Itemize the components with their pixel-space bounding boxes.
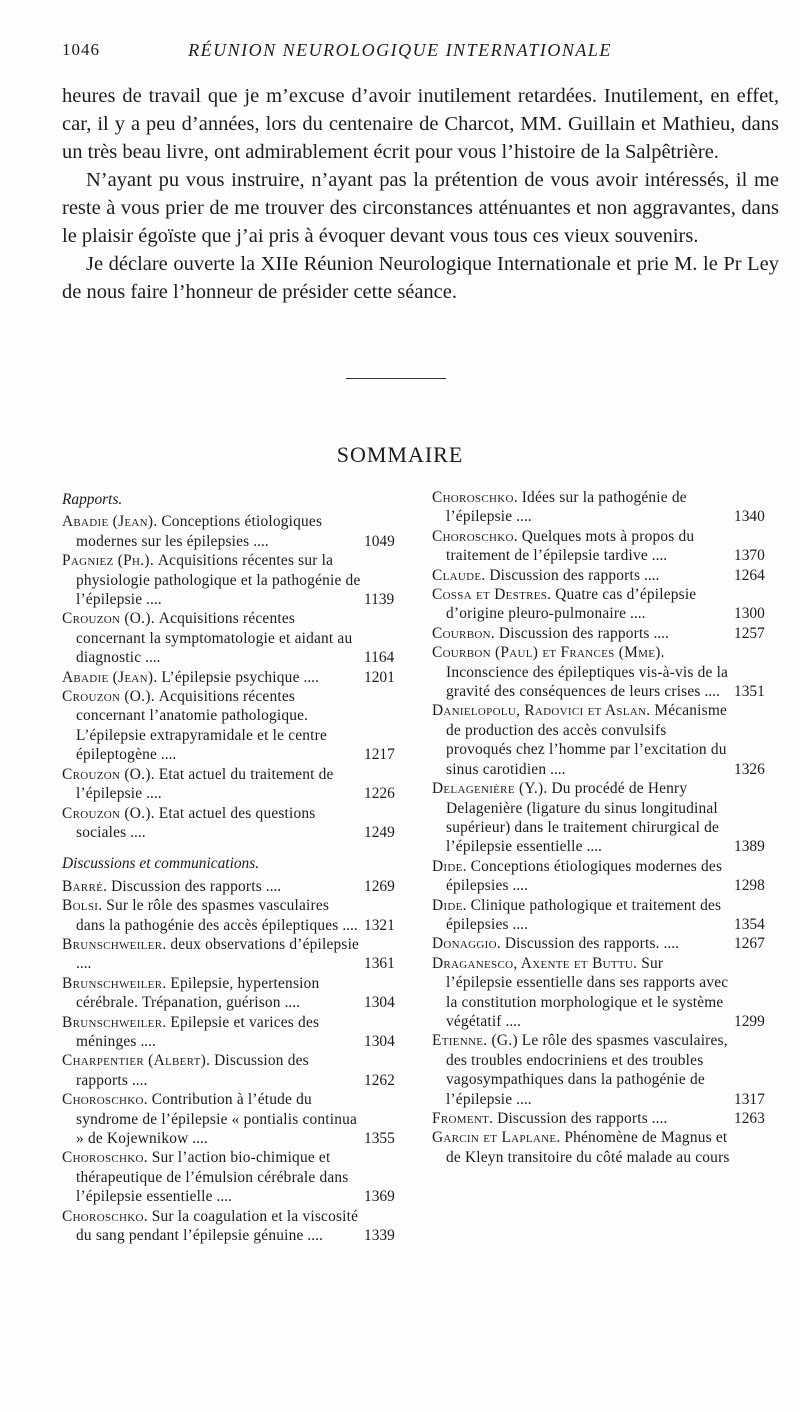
- sommaire-entry: Draganesco, Axente et Buttu. Sur l’épilepsie essentielle dans ses rapports avec la constitution morphologique et le système végétatif .... 1299: [432, 954, 732, 1032]
- entry-page-number: 1351: [734, 683, 765, 701]
- sommaire-entry: Danielopolu, Radovici et Aslan. Mécanisme de production des accès convulsifs provoqués chez l’homme par l’excitation du sinus carotidien .... 1326: [432, 701, 732, 779]
- entry-page-number: 1249: [364, 823, 395, 841]
- entry-page-number: 1317: [734, 1090, 765, 1108]
- entry-title: Quelques mots à propos du traitement de l’épilepsie tardive: [446, 527, 695, 565]
- entry-author: Draganesco, Axente et Buttu.: [432, 954, 638, 972]
- entry-title: Contribution à l’étude du syndrome de l’épilepsie « pontialis continua » de Kojewnikow: [76, 1091, 358, 1147]
- entry-author: Claude.: [432, 566, 486, 584]
- entry-title: Conceptions étiologiques modernes des épilepsies: [446, 857, 723, 895]
- sommaire-right-column: [432, 488, 765, 1167]
- sommaire-entry: Barré. Discussion des rapports .... 1269: [62, 877, 362, 896]
- sommaire-entry: Crouzon (O.). Acquisitions récentes concernant l’anatomie pathologique. L’épilepsie extrapyramidale et le centre épileptogène .... 1217: [62, 687, 362, 765]
- sommaire-entry: Choroschko. Sur l’action bio-chimique et thérapeutique de l’émulsion cérébrale dans l’épilepsie essentielle .... 1369: [62, 1148, 362, 1206]
- entry-page-number: 1369: [364, 1188, 395, 1206]
- entry-page-number: 1326: [734, 760, 765, 778]
- sommaire-title: SOMMAIRE: [336, 442, 464, 467]
- entry-page-number: 1139: [364, 591, 395, 609]
- entry-author: Pagniez (Ph.).: [62, 552, 154, 570]
- entry-page-number: 1217: [364, 746, 395, 764]
- sommaire-entry: Delagenière (Y.). Du procédé de Henry Delagenière (ligature du sinus longitudinal supérieur) dans le traitement chirurgical de l’épilepsie essentielle .... 1389: [432, 779, 732, 857]
- entry-page-number: 1226: [364, 785, 395, 803]
- entry-title: Acquisitions récentes concernant l’anatomie pathologique. L’épilepsie extrapyramidale et le centre épileptogène: [76, 688, 327, 764]
- entry-title: Discussion des rapports: [111, 877, 262, 895]
- sommaire-entry: Crouzon (O.). Etat actuel du traitement de l’épilepsie .... 1226: [62, 765, 362, 804]
- sommaire-entry: Abadie (Jean). Conceptions étiologiques modernes sur les épilepsies .... 1049: [62, 512, 362, 551]
- entry-title: Quatre cas d’épilepsie d’origine pleuro-pulmonaire: [446, 586, 697, 623]
- entry-page-number: 1339: [364, 1227, 395, 1245]
- paragraph: heures de travail que je m’excuse d’avoir inutilement retardées. Inutilement, en effet, car, il y a peu d’années, lors du centenaire de Charcot, MM. Guillain et Mathieu, dans un très beau livre, ont admirablement écrit pour vous l’histoire de la Salpêtrière.: [62, 85, 779, 163]
- entry-title: Le rôle des spasmes vasculaires, des troubles endocriniens et des troubles vagosympathiques dans la pathogénie de l’épilepsie: [446, 1032, 728, 1108]
- sommaire-entry: Choroschko. Sur la coagulation et la viscosité du sang pendant l’épilepsie génuine .... 1339: [62, 1207, 362, 1246]
- entry-page-number: 1304: [364, 994, 395, 1012]
- entry-page-number: 1264: [734, 566, 765, 584]
- entry-author: Cossa et Destres.: [432, 586, 552, 604]
- entry-author: Abadie (Jean).: [62, 513, 158, 531]
- paragraph: Je déclare ouverte la XIIe Réunion Neurologique Internationale et prie M. le Pr Ley de nous faire l’honneur de présider cette séance.: [62, 253, 779, 303]
- entry-title: Discussion des rapports.: [504, 935, 660, 953]
- entry-page-number: 1257: [734, 624, 765, 642]
- page-number: 1046: [62, 40, 100, 59]
- entry-author: Brunschweiler.: [62, 1013, 167, 1031]
- entry-title: Acquisitions récentes sur la physiologie pathologique et la pathogénie de l’épilepsie: [76, 552, 361, 609]
- sommaire-entry: Etienne. (G.) Le rôle des spasmes vasculaires, des troubles endocriniens et des troubles vagosympathiques dans la pathogénie de l’épilepsie .... 1317: [432, 1031, 732, 1109]
- sommaire-entry: Brunschweiler. Epilepsie et varices des méninges .... 1304: [62, 1013, 362, 1052]
- sommaire-entry: Dide. Conceptions étiologiques modernes des épilepsies .... 1298: [432, 857, 732, 896]
- paragraph: N’ayant pu vous instruire, n’ayant pas la prétention de vous avoir intéressés, il me reste à vous prier de me trouver des circonstances atténuantes et non aggravantes, dans le plaisir égoïste que j’ai pris à évoquer devant vous tous ces vieux souvenirs.: [62, 169, 779, 247]
- sommaire-entry: Bolsi. Sur le rôle des spasmes vasculaires dans la pathogénie des accès épileptiques .... 1321: [62, 896, 362, 935]
- sommaire-entry: Donaggio. Discussion des rapports. .... 1267: [432, 934, 732, 953]
- discussions-list-continued: [432, 488, 765, 1167]
- entry-title: Conceptions étiologiques modernes sur les épilepsies: [76, 513, 323, 550]
- sommaire-entry: Cossa et Destres. Quatre cas d’épilepsie d’origine pleuro-pulmonaire .... 1300: [432, 585, 732, 624]
- entry-author: Courbon.: [432, 624, 495, 642]
- entry-title: Sur l’action bio-chimique et thérapeutique de l’émulsion cérébrale dans l’épilepsie essentielle: [76, 1149, 349, 1206]
- entry-title: Sur la coagulation et la viscosité du sang pendant l’épilepsie génuine: [76, 1207, 359, 1245]
- discussions-heading: Discussions et communications.: [62, 855, 260, 873]
- rapports-heading: Rapports.: [62, 491, 123, 508]
- journal-title: RÉUNION NEUROLOGIQUE INTERNATIONALE: [188, 40, 612, 60]
- entry-title: Discussion des rapports: [489, 566, 641, 584]
- entry-author: Danielopolu, Radovici et Aslan.: [432, 702, 651, 720]
- entry-author: Choroschko.: [432, 527, 518, 545]
- entry-author: Crouzon (O.).: [62, 610, 155, 628]
- entry-author: Charpentier (Albert).: [62, 1052, 211, 1070]
- entry-author: Brunschweiler.: [62, 974, 167, 992]
- body-text: [62, 82, 779, 306]
- entry-page-number: 1300: [734, 605, 765, 623]
- entry-title: Discussion des rapports: [498, 624, 650, 642]
- entry-author: Crouzon (O.).: [62, 765, 155, 783]
- entry-page-number: 1340: [734, 508, 765, 526]
- sommaire-entry: Courbon. Discussion des rapports .... 1257: [432, 624, 732, 643]
- entry-page-number: 1049: [364, 532, 395, 550]
- entry-page-number: 1321: [364, 916, 395, 934]
- entry-author: Garcin et Laplane.: [432, 1129, 561, 1147]
- sommaire-entry: Froment. Discussion des rapports .... 1263: [432, 1109, 732, 1128]
- entry-title: Clinique pathologique et traitement des épilepsies: [446, 896, 722, 933]
- entry-author: Crouzon (O.).: [62, 804, 155, 822]
- sommaire-entry: Choroschko. Contribution à l’étude du syndrome de l’épilepsie « pontialis continua » de Kojewnikow .... 1355: [62, 1090, 362, 1148]
- entry-author: Choroschko.: [432, 489, 518, 506]
- sommaire-entry: Brunschweiler. Epilepsie, hypertension cérébrale. Trépanation, guérison .... 1304: [62, 974, 362, 1013]
- entry-author: Dide.: [432, 896, 467, 914]
- sommaire-entry: Crouzon (O.). Etat actuel des questions sociales .... 1249: [62, 804, 362, 843]
- entry-title: Phénomène de Magnus et de Kleyn transitoire du côté malade au cours: [446, 1129, 730, 1166]
- sommaire-entry: Dide. Clinique pathologique et traitement des épilepsies .... 1354: [432, 896, 732, 935]
- entry-title: Sur le rôle des spasmes vasculaires dans la pathogénie des accès épileptiques: [76, 897, 339, 934]
- entry-page-number: 1267: [734, 935, 765, 953]
- entry-title: Du procédé de Henry Delagenière (ligature du sinus longitudinal supérieur) dans le traitement chirurgical de l’épilepsie essentielle: [446, 780, 720, 856]
- entry-page-number: 1201: [364, 668, 395, 686]
- entry-author: Dide.: [432, 857, 467, 875]
- entry-title: L’épilepsie psychique: [161, 668, 300, 686]
- entry-page-number: 1355: [364, 1130, 395, 1147]
- entry-title: Idées sur la pathogénie de l’épilepsie: [446, 489, 687, 526]
- entry-author: Bolsi.: [62, 897, 103, 915]
- entry-title: Epilepsie, hypertension cérébrale. Trépanation, guérison: [76, 974, 320, 1012]
- entry-page-number: 1299: [734, 1012, 765, 1030]
- sommaire-entry: Charpentier (Albert). Discussion des rapports .... 1262: [62, 1051, 362, 1090]
- entry-title: deux observations d’épilepsie: [170, 935, 360, 953]
- entry-page-number: 1389: [734, 838, 765, 856]
- entry-page-number: 1370: [734, 547, 765, 565]
- entry-author: Choroschko.: [62, 1149, 148, 1167]
- entry-title: Sur l’épilepsie essentielle dans ses rapports avec la constitution morphologique et le système végétatif: [446, 954, 729, 1030]
- entry-author: Etienne. (G.): [432, 1032, 518, 1050]
- entry-author: Donaggio.: [432, 935, 501, 953]
- sommaire-entry: Choroschko. Idées sur la pathogénie de l’épilepsie .... 1340: [432, 488, 732, 527]
- rapports-list: [62, 512, 395, 842]
- sommaire-entry: Courbon (Paul) et Frances (Mme). Inconscience des épileptiques vis-à-vis de la gravité des conséquences de leurs crises .... 1351: [432, 643, 732, 701]
- section-divider: [346, 378, 446, 379]
- sommaire-entry: Crouzon (O.). Acquisitions récentes concernant la symptomatologie et aidant au diagnostic .... 1164: [62, 609, 362, 667]
- entry-page-number: 1361: [364, 955, 395, 973]
- entry-author: Barré.: [62, 877, 108, 895]
- running-head: [62, 40, 738, 66]
- entry-title: Discussion des rapports: [76, 1052, 309, 1089]
- entry-title: Etat actuel du traitement de l’épilepsie: [76, 765, 334, 803]
- sommaire-entry: [432, 1128, 732, 1167]
- entry-title: Etat actuel des questions sociales: [76, 804, 316, 841]
- entry-author: Crouzon (O.).: [62, 688, 155, 706]
- entry-page-number: 1262: [364, 1071, 395, 1089]
- entry-author: Abadie (Jean).: [62, 668, 158, 686]
- entry-author: Courbon (Paul) et Frances (Mme).: [432, 644, 665, 662]
- sommaire-entry: Abadie (Jean). L’épilepsie psychique .... 1201: [62, 668, 362, 687]
- sommaire-left-column: [62, 488, 395, 1245]
- sommaire-entry: Pagniez (Ph.). Acquisitions récentes sur la physiologie pathologique et la pathogénie de l’épilepsie .... 1139: [62, 551, 362, 609]
- discussions-list: [62, 877, 395, 1246]
- entry-page-number: 1269: [364, 877, 395, 895]
- entry-title: Mécanisme de production des accès convulsifs provoqués chez l’homme par l’excitation du sinus carotidien: [446, 702, 728, 778]
- entry-page-number: 1164: [364, 649, 395, 667]
- entry-title: Discussion des rapports: [497, 1110, 648, 1127]
- entry-title: Inconscience des épileptiques vis-à-vis de la gravité des conséquences de leurs crises: [446, 663, 729, 701]
- entry-page-number: 1298: [734, 877, 765, 895]
- entry-page-number: 1354: [734, 915, 765, 933]
- entry-author: Brunschweiler.: [62, 935, 167, 953]
- entry-author: Choroschko.: [62, 1091, 148, 1109]
- sommaire-entry: Claude. Discussion des rapports .... 1264: [432, 566, 732, 585]
- entry-page-number: 1304: [364, 1032, 395, 1050]
- entry-page-number: 1263: [734, 1110, 765, 1127]
- sommaire-entry: Choroschko. Quelques mots à propos du traitement de l’épilepsie tardive .... 1370: [432, 527, 732, 566]
- entry-title: Acquisitions récentes concernant la symptomatologie et aidant au diagnostic: [76, 610, 353, 667]
- entry-author: Delagenière (Y.).: [432, 780, 548, 798]
- sommaire-entry: Brunschweiler. deux observations d’épilepsie .... 1361: [62, 935, 362, 974]
- entry-author: Choroschko.: [62, 1207, 148, 1225]
- entry-title: Epilepsie et varices des méninges: [76, 1013, 320, 1050]
- entry-author: Froment.: [432, 1110, 494, 1127]
